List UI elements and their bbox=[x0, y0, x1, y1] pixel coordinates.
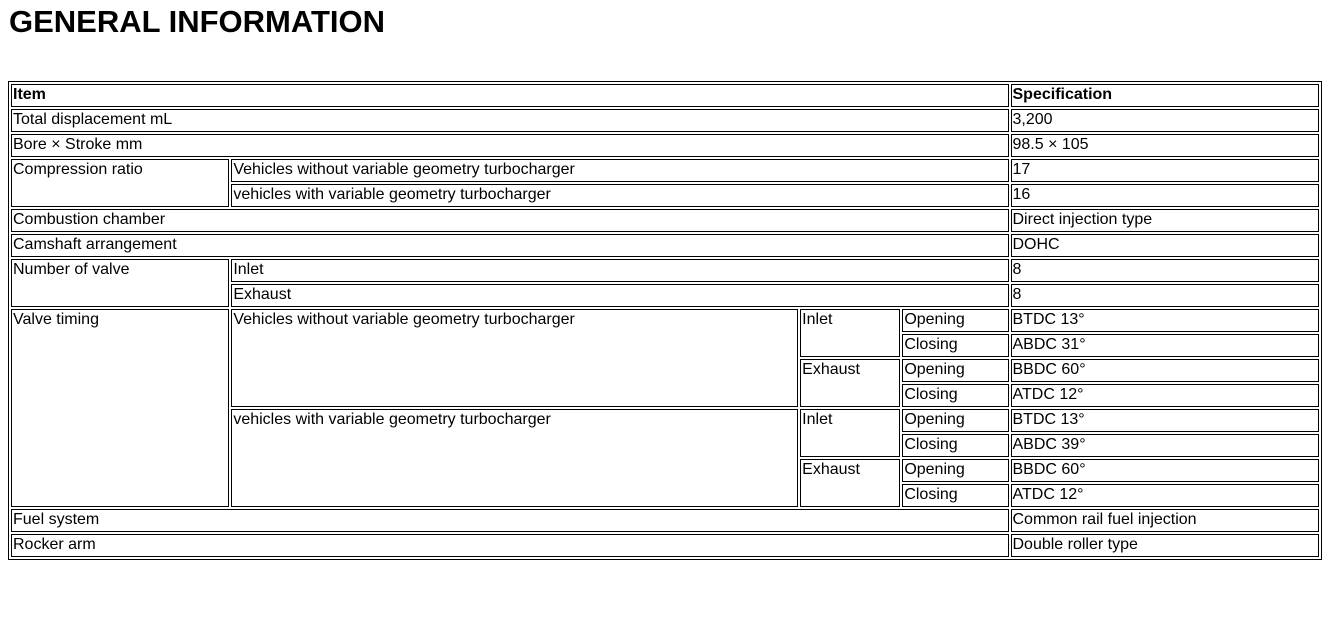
closing-value: ABDC 31° bbox=[1011, 334, 1320, 357]
opening-value: BBDC 60° bbox=[1011, 359, 1320, 382]
table-header-row bbox=[11, 84, 1319, 107]
closing-value: ATDC 12° bbox=[1011, 484, 1320, 507]
table-row bbox=[11, 159, 1319, 182]
opening-label: Opening bbox=[902, 359, 1008, 382]
valve-timing-group-label: vehicles with variable geometry turbocharger bbox=[231, 409, 798, 507]
table-row bbox=[11, 259, 1319, 282]
closing-label: Closing bbox=[902, 384, 1008, 407]
compression-ratio-label: Compression ratio bbox=[11, 159, 229, 207]
camshaft-arrangement-value: DOHC bbox=[1011, 234, 1320, 257]
valve-timing-exhaust-label: Exhaust bbox=[800, 459, 900, 507]
camshaft-arrangement-label: Camshaft arrangement bbox=[11, 234, 1009, 257]
total-displacement-label: Total displacement mL bbox=[11, 109, 1009, 132]
valve-timing-exhaust-label: Exhaust bbox=[800, 359, 900, 407]
total-displacement-value: 3,200 bbox=[1011, 109, 1320, 132]
header-specification: Specification bbox=[1011, 84, 1320, 107]
bore-stroke-value: 98.5 × 105 bbox=[1011, 134, 1320, 157]
table-row bbox=[11, 309, 1319, 332]
valve-exhaust-label: Exhaust bbox=[231, 284, 1008, 307]
compression-with-vgt-label: vehicles with variable geometry turbocharger bbox=[231, 184, 1008, 207]
valve-timing-group-label: Vehicles without variable geometry turbocharger bbox=[231, 309, 798, 407]
valve-inlet-value: 8 bbox=[1011, 259, 1320, 282]
rocker-arm-label: Rocker arm bbox=[11, 534, 1009, 557]
valve-timing-inlet-label: Inlet bbox=[800, 309, 900, 357]
combustion-chamber-value: Direct injection type bbox=[1011, 209, 1320, 232]
opening-value: BTDC 13° bbox=[1011, 309, 1320, 332]
general-information-table bbox=[8, 81, 1322, 560]
table-row bbox=[11, 134, 1319, 157]
valve-timing-label: Valve timing bbox=[11, 309, 229, 507]
page-title: GENERAL INFORMATION bbox=[9, 4, 386, 39]
opening-value: BTDC 13° bbox=[1011, 409, 1320, 432]
closing-label: Closing bbox=[902, 434, 1008, 457]
closing-label: Closing bbox=[902, 484, 1008, 507]
table-row bbox=[11, 109, 1319, 132]
closing-value: ATDC 12° bbox=[1011, 384, 1320, 407]
compression-without-vgt-value: 17 bbox=[1011, 159, 1320, 182]
table-row bbox=[11, 534, 1319, 557]
closing-label: Closing bbox=[902, 334, 1008, 357]
table-row bbox=[11, 509, 1319, 532]
opening-value: BBDC 60° bbox=[1011, 459, 1320, 482]
valve-timing-inlet-label: Inlet bbox=[800, 409, 900, 457]
bore-stroke-label: Bore × Stroke mm bbox=[11, 134, 1009, 157]
header-item: Item bbox=[11, 84, 1009, 107]
combustion-chamber-label: Combustion chamber bbox=[11, 209, 1009, 232]
rocker-arm-value: Double roller type bbox=[1011, 534, 1320, 557]
compression-without-vgt-label: Vehicles without variable geometry turbocharger bbox=[231, 159, 1008, 182]
fuel-system-value: Common rail fuel injection bbox=[1011, 509, 1320, 532]
valve-inlet-label: Inlet bbox=[231, 259, 1008, 282]
table-row bbox=[11, 209, 1319, 232]
table-row bbox=[11, 234, 1319, 257]
opening-label: Opening bbox=[902, 459, 1008, 482]
compression-with-vgt-value: 16 bbox=[1011, 184, 1320, 207]
number-of-valve-label: Number of valve bbox=[11, 259, 229, 307]
opening-label: Opening bbox=[902, 409, 1008, 432]
valve-exhaust-value: 8 bbox=[1011, 284, 1320, 307]
closing-value: ABDC 39° bbox=[1011, 434, 1320, 457]
fuel-system-label: Fuel system bbox=[11, 509, 1009, 532]
opening-label: Opening bbox=[902, 309, 1008, 332]
